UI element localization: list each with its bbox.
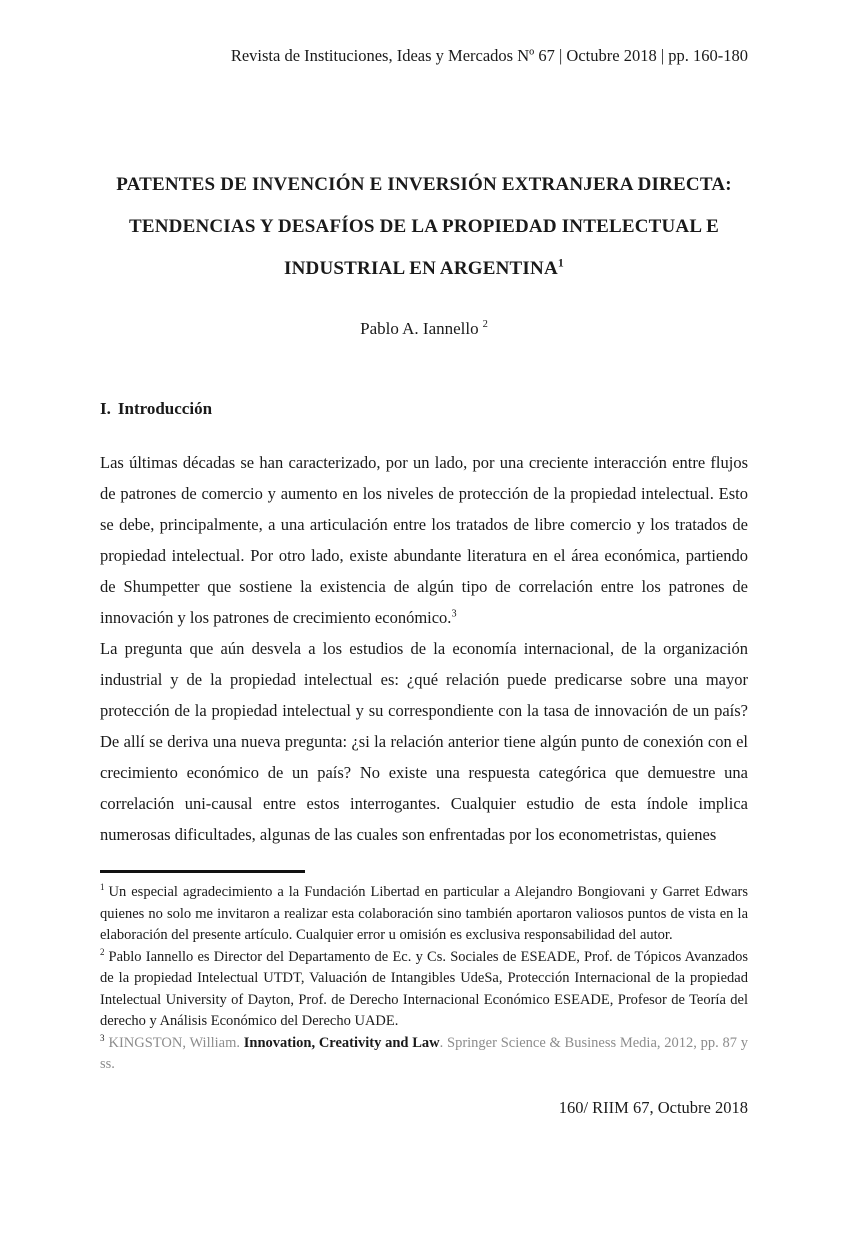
- body-paragraphs: [100, 447, 748, 850]
- footnote: [100, 1033, 748, 1076]
- article-title: [100, 164, 748, 290]
- paragraph: La pregunta que aún desvela a los estudios de la economía internacional, de la organización industrial y de la propiedad intelectual es: ¿qué relación puede predicarse sobre una mayor protección de la propiedad intelectual y su correspondiente con la tasa de innovación de un país? De allí se deriva una nueva pregunta: ¿si la relación anterior tiene algún punto de conexión con el crecimiento económico de un país? No existe una respuesta categórica que demuestre una correlación uni-causal entre estos interrogantes. Cualquier estudio de esta índole implica numerosas dificultades, algunas de las cuales son enfrentadas por los econometristas, quienes: [100, 639, 748, 844]
- section-number: I.: [100, 399, 111, 418]
- footnote-text-segment: . Springer Science & Business Media, 2012, pp. 87 y ss.: [100, 1034, 748, 1072]
- footnote-marker: 2: [100, 946, 105, 957]
- footnote-ref: 3: [451, 608, 457, 620]
- journal-header: Revista de Instituciones, Ideas y Mercados Nº 67 | Octubre 2018 | pp. 160-180: [230, 46, 748, 65]
- author-footnote-ref: 2: [482, 319, 488, 331]
- page-footer: 160/ RIIM 67, Octubre 2018: [558, 1097, 748, 1117]
- paragraph: Las últimas décadas se han caracterizado, por un lado, por una creciente interacción entre flujos de patrones de comercio y aumento en los niveles de protección de la propiedad intelectual. Esto se debe, principalmente, a una articulación entre los tratados de libre comercio y los tratados de propiedad intelectual. Por otro lado, existe abundante literatura en el área económica, partiendo de Shumpetter que sostiene la existencia de algún tipo de correlación entre los patrones de innovación y los patrones de crecimiento económico.$^3$: [100, 453, 748, 627]
- title-line-1: PATENTES DE INVENCIÓN E INVERSIÓN EXTRANJERA DIRECTA:: [116, 174, 732, 195]
- footnote-text-segment: Innovation, Creativity and Law: [243, 1034, 440, 1051]
- author-line: [100, 318, 748, 340]
- title-line-3: [100, 248, 748, 290]
- footnote-marker: 3: [100, 1032, 105, 1043]
- footnote-separator: [100, 870, 305, 873]
- author-name: Pablo A. Iannello: [360, 319, 479, 338]
- footnote-marker: 1: [100, 882, 105, 893]
- footnotes: [100, 882, 748, 1076]
- document-page: [0, 46, 848, 1246]
- footnote: [100, 882, 748, 947]
- footnote-text-segment: Un especial agradecimiento a la Fundación Libertad en particular a Alejandro Bongiovani y Garret Edwars quienes no solo me invitaron a realizar esta colaboración sino también aportaron valiosos puntos de vista en la elaboración del presente artículo. Cualquier error u omisión es exclusiva responsabilidad del autor.: [100, 884, 748, 943]
- title-line-3-text: INDUSTRIAL EN ARGENTINA: [284, 258, 558, 279]
- section-heading: [100, 398, 748, 420]
- footnote: [100, 947, 748, 1033]
- section-label: Introducción: [117, 399, 213, 418]
- footnote-text-segment: Pablo Iannello es Director del Departamento de Ec. y Cs. Sociales de ESEADE, Prof. de Tópicos Avanzados de la propiedad Intelectual UTDT, Valuación de Intangibles UdeSa, Protección Internacional de la propiedad Intelectual University of Dayton, Prof. de Derecho Internacional Económico ESEADE, Profesor de Teoría del derecho y Análisis Económico del Derecho UADE.: [100, 948, 748, 1029]
- footnote-text-segment: KINGSTON, William.: [108, 1034, 244, 1051]
- title-footnote-ref: 1: [557, 256, 564, 270]
- title-line-2: TENDENCIAS Y DESAFÍOS DE LA PROPIEDAD INTELECTUAL E: [129, 216, 719, 237]
